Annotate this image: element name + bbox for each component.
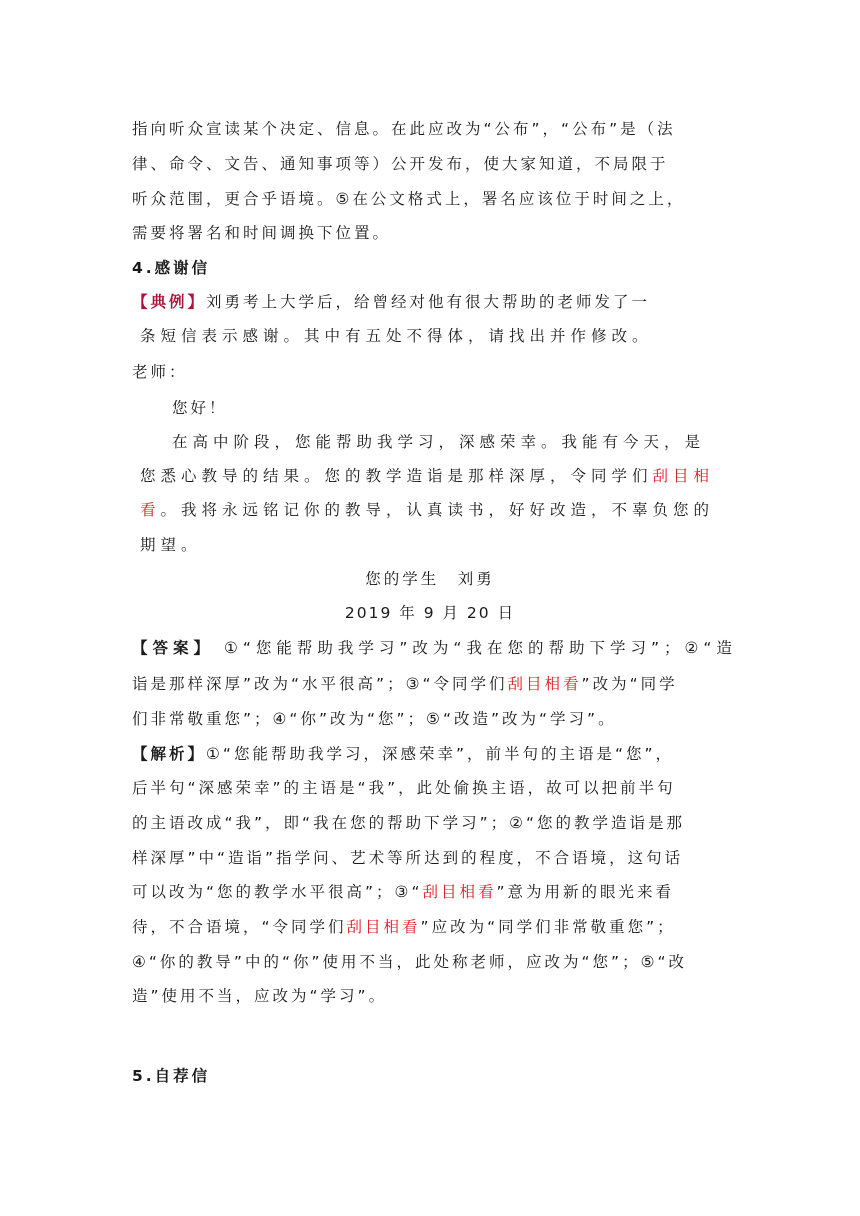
letter-body-line: 期望。 (140, 536, 202, 554)
highlight-idiom: 刮目相看 (346, 918, 421, 936)
highlight-idiom: 看 (140, 501, 161, 519)
analysis-text: 可以改为“您的教学水平很高”；③“ (132, 883, 423, 901)
answer-line (132, 638, 737, 658)
analysis-line: 后半句“深感荣幸”的主语是“我”，此处偷换主语，故可以把前半句 (132, 779, 676, 797)
answer-text: ①“您能帮助我学习”改为“我在您的帮助下学习”；②“造 (223, 639, 737, 657)
example-tag: 【典例】 (132, 293, 207, 311)
analysis-line: 样深厚”中“造诣”指学问、艺术等所达到的程度，不合语境，这句话 (132, 849, 684, 867)
letter-body-text: 。我将永远铭记你的教导，认真读书，好好改造，不辜负您的 (160, 501, 715, 519)
answer-text: ”改为“同学 (581, 675, 678, 693)
paragraph-line: 指向听众宣读某个决定、信息。在此应改为“公布”，“公布”是（法 (132, 120, 676, 138)
analysis-text: ”应改为“同学们非常敬重您”； (420, 918, 676, 936)
example-line: 条短信表示感谢。其中有五处不得体，请找出并作修改。 (140, 327, 653, 345)
analysis-tag: 【解析】 (132, 745, 207, 763)
letter-body-line (140, 500, 714, 520)
section-heading: 4.感谢信 (132, 259, 211, 277)
highlight-idiom: 刮目相 (652, 467, 715, 485)
analysis-text: ①“您能帮助我学习，深感荣幸”，前半句的主语是“您”， (206, 745, 675, 763)
analysis-line (132, 917, 676, 937)
letter-greeting: 您好！ (172, 399, 228, 417)
paragraph-line: 律、命令、文告、通知事项等）公开发布，使大家知道，不局限于 (132, 155, 669, 173)
analysis-line: 的主语改成“我”，即“我在您的帮助下学习”；②“您的教学造诣是那 (132, 814, 686, 832)
analysis-text: 待，不合语境，“令同学们 (132, 918, 347, 936)
example-line (132, 292, 650, 312)
answer-line (132, 674, 678, 694)
letter-date: 2019 年 9 月 20 日 (344, 604, 516, 622)
letter-salutation: 老师： (132, 363, 188, 381)
answer-text: 诣是那样深厚”改为“水平很高”；③“令同学们 (132, 675, 508, 693)
section-heading: 5.自荐信 (132, 1067, 211, 1085)
highlight-idiom: 刮目相看 (422, 883, 497, 901)
analysis-text: ”意为用新的眼光来看 (496, 883, 675, 901)
analysis-line (132, 744, 674, 764)
analysis-line (132, 882, 674, 902)
highlight-idiom: 刮目相看 (507, 675, 582, 693)
analysis-line: ④“你的教导”中的“你”使用不当，此处称老师，应改为“您”；⑤“改 (132, 953, 688, 971)
example-text: 刘勇考上大学后，给曾经对他有很大帮助的老师发了一 (206, 293, 651, 311)
answer-line: 们非常敬重您”；④“你”改为“您”；⑤“改造”改为“学习”。 (132, 710, 617, 728)
letter-body-line (140, 466, 714, 486)
analysis-line: 造”使用不当，应改为“学习”。 (132, 987, 388, 1005)
letter-signature: 您的学生 刘勇 (365, 570, 495, 588)
letter-body-text: 您悉心教导的结果。您的教学造诣是那样深厚，令同学们 (140, 467, 653, 485)
answer-tag: 【答案】 (132, 639, 215, 657)
paragraph-line: 需要将署名和时间调换下位置。 (132, 224, 392, 242)
letter-body-line: 在高中阶段，您能帮助我学习，深感荣幸。我能有今天，是 (172, 433, 706, 451)
paragraph-line: 听众范围，更合乎语境。⑤在公文格式上，署名应该位于时间之上， (132, 190, 686, 208)
